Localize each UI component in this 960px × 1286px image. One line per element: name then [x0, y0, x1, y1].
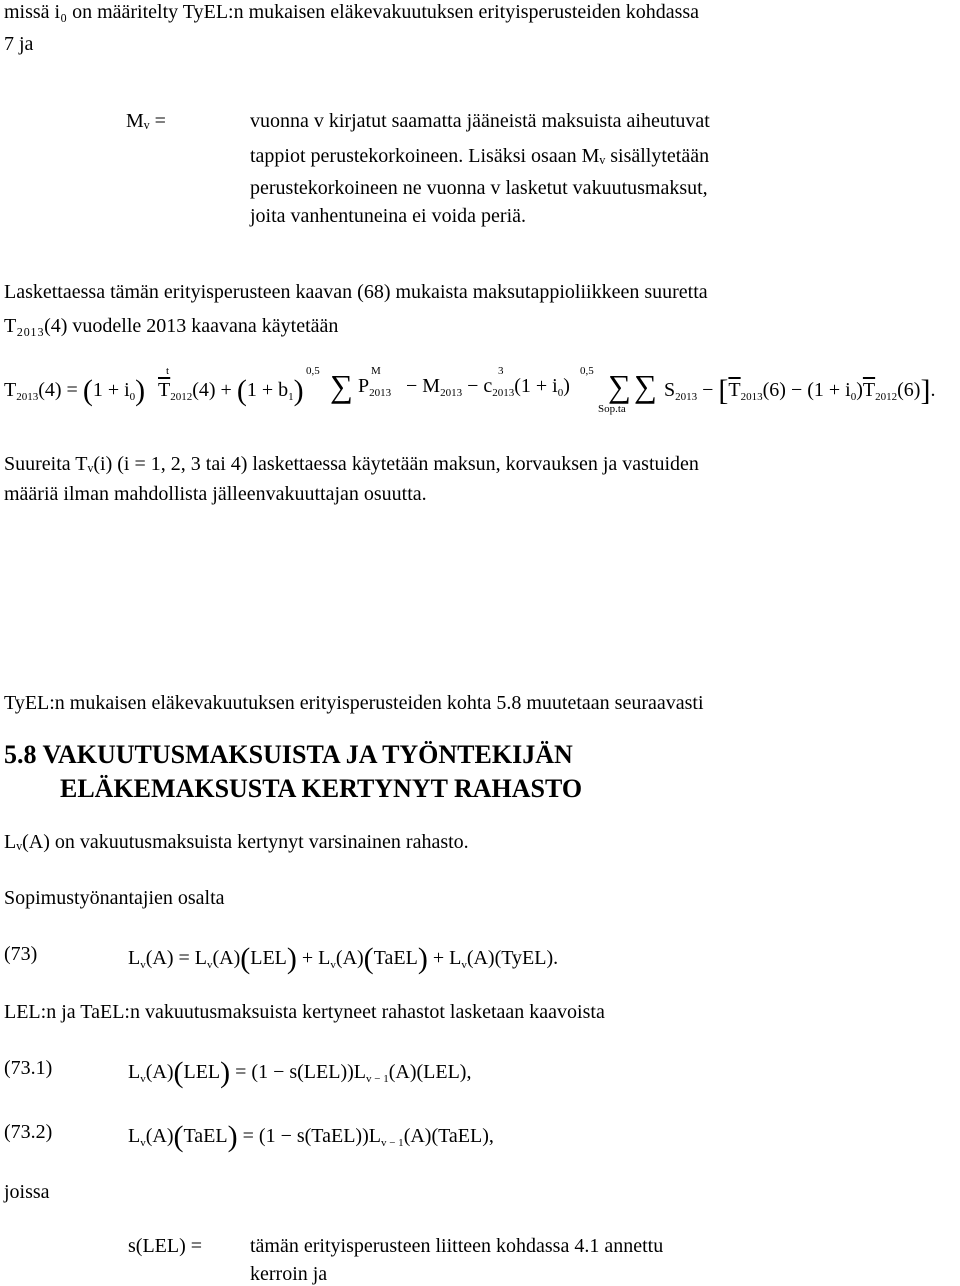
mv-def-line-1: vuonna v kirjatut saamatta jääneistä maksuista aiheutuvat [250, 110, 710, 132]
sigma-symbol: ∑ [330, 368, 353, 404]
para5: LEL:n ja TaEL:n vakuutusmaksuista kertyneet rahastot lasketaan kaavoista [4, 1001, 605, 1023]
para2-line-1: Suureita Tᵥ(i) (i = 1, 2, 3 tai 4) laskettaessa käytetään maksun, korvauksen ja vastuiden [4, 453, 699, 475]
para4: Sopimustyönantajien osalta [4, 887, 225, 909]
sigma-symbol: ∑ [634, 368, 657, 404]
mv-def-line-3: perustekorkoineen ne vuonna v lasketut vakuutusmaksut, [250, 177, 708, 199]
mv-def-line-4: joita vanhentuneina ei voida periä. [250, 205, 527, 227]
eq732-formula: $L_v(A)(TaEL) = (1$ − $s(TaEL))L_{v - 1}(A)(TaEL)$, [128, 1120, 494, 1153]
s-def-line-1: tämän erityisperusteen liitteen kohdassa 4.1 annettu [250, 1235, 664, 1257]
sum-label: Sop.ta [598, 403, 626, 415]
eq732-label: (73.2) [4, 1121, 53, 1143]
eq73-label: (73) [4, 943, 38, 965]
eq73-formula: $L_v(A) = L_v(A)(LEL)$ + $L_v(A)(TaEL)$ + $L_v(A)(TyEL)$. [128, 942, 559, 975]
para1-line-1: Laskettaessa tämän erityisperusteen kaavan (68) mukaista maksutappioliikkeen suuretta [4, 281, 708, 303]
intro-line-1: missä i₀ on määritelty TyEL:n mukaisen eläkevakuutuksen erityisperusteiden kohdassa [4, 1, 700, 23]
intro-line-2: 7 ja [4, 33, 34, 55]
para3: TyEL:n mukaisen eläkevakuutuksen erityisperusteiden kohta 5.8 muutetaan seuraavasti [4, 692, 704, 714]
eq731-formula: $L_v(A)(LEL) = (1 - s(LEL))L_{v - 1}(A)(LEL)$, [128, 1056, 472, 1089]
sigma-symbol: ∑ [608, 368, 631, 404]
s-def-line-2: kerroin ja [250, 1263, 328, 1285]
section-heading-line-1: 5.8 VAKUUTUSMAKSUISTA JA TYÖNTEKIJÄN [4, 740, 573, 769]
joissa: joissa [4, 1181, 50, 1203]
para2-line-2: määriä ilman mahdollista jälleenvakuuttajan osuutta. [4, 483, 427, 505]
eq731-label: (73.1) [4, 1057, 53, 1079]
lv-definition: Lᵥ(A) on vakuutusmaksuista kertynyt varsinainen rahasto. [4, 831, 469, 853]
s-symbol: s(LEL) = [128, 1235, 203, 1257]
section-heading-line-2: ELÄKEMAKSUSTA KERTYNYT RAHASTO [60, 774, 583, 803]
mv-def-line-2: tappiot perustekorkoineen. Lisäksi osaan Mᵥ sisällytetään [250, 145, 710, 167]
mv-symbol: Mᵥ = [126, 110, 166, 132]
para1-line-2: T₂₀₁₃(4) vuodelle 2013 kaavana käytetään [4, 315, 339, 337]
